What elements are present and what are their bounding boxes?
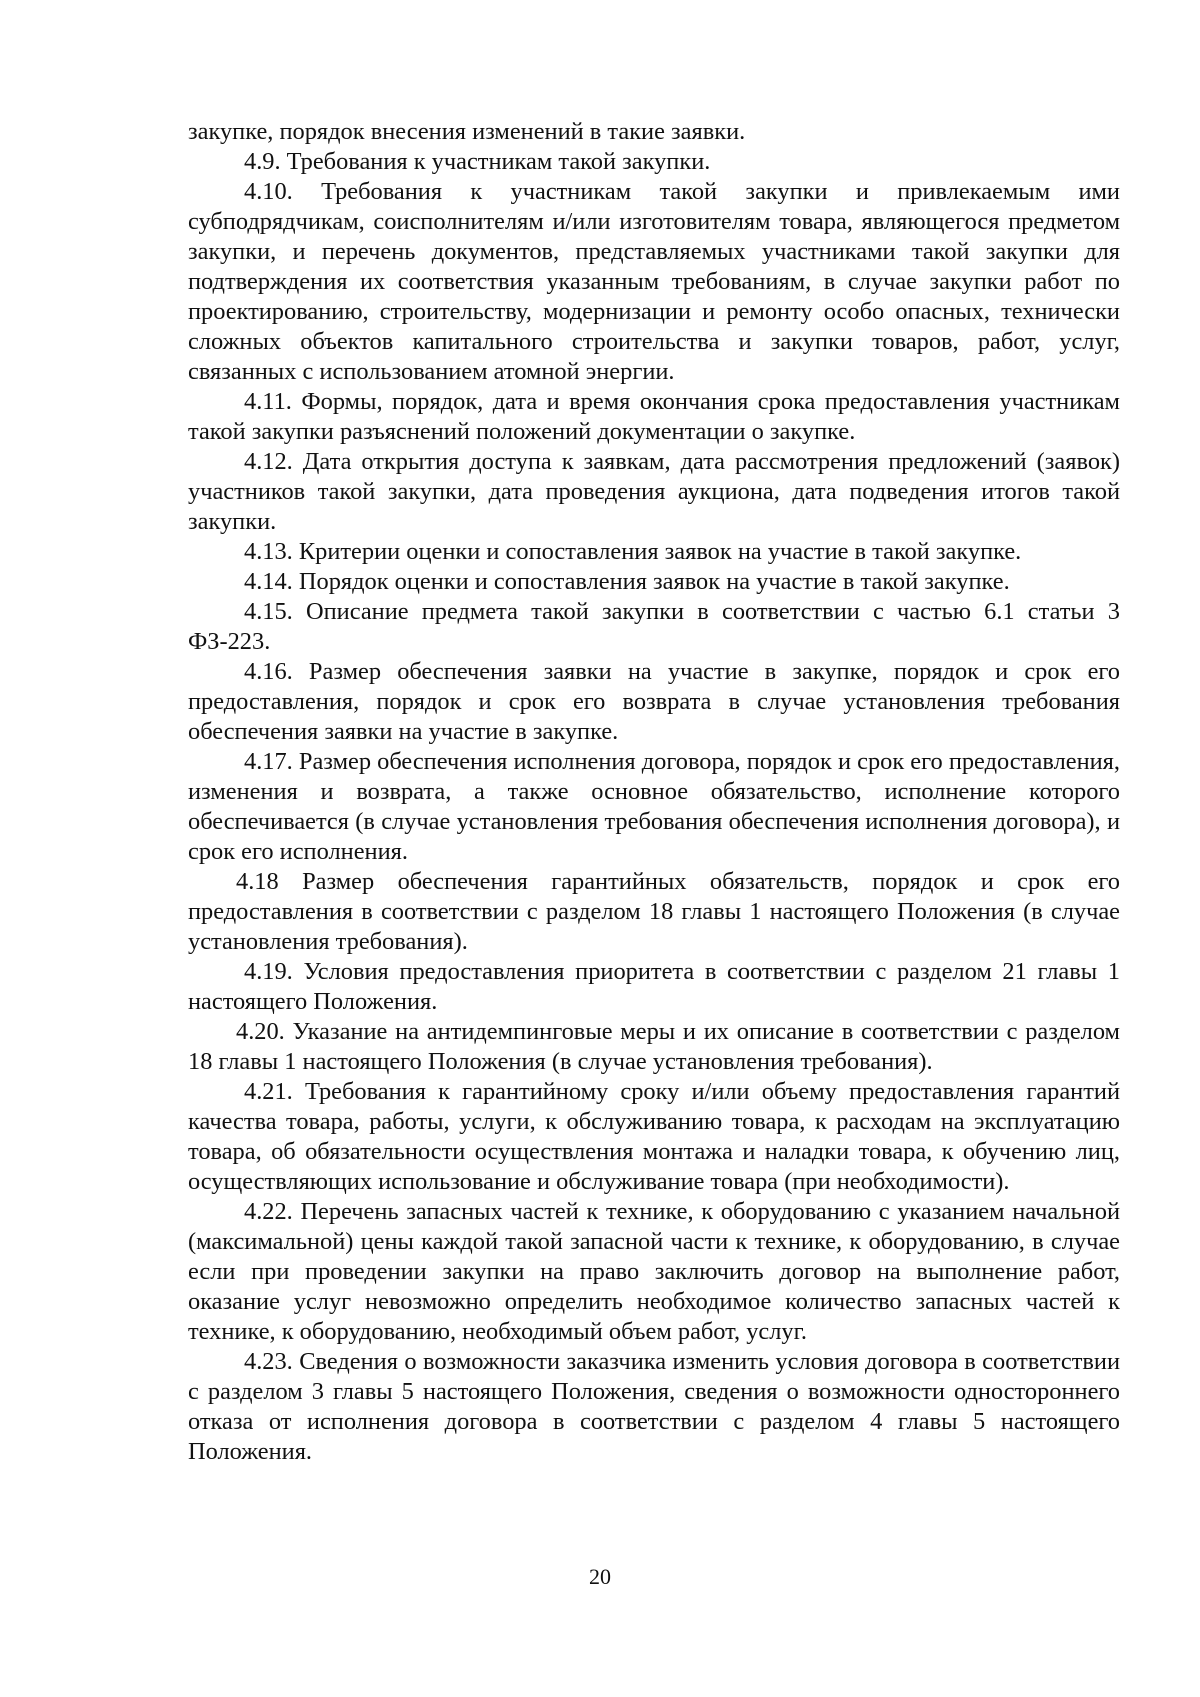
- paragraph-4-19: 4.19. Условия предоставления приоритета в соответствии с разделом 21 главы 1 настоящего Положения.: [188, 958, 1120, 1015]
- paragraph-4-18: 4.18 Размер обеспечения гарантийных обязательств, порядок и срок его предоставления в соответствии с разделом 18 главы 1 настоящего Положения (в случае установления требования).: [188, 868, 1120, 955]
- paragraph-4-10: 4.10. Требования к участникам такой закупки и привлекаемым ими субподрядчикам, соисполнителям и/или изготовителям товара, являющегося предметом закупки, и перечень документов, представляемых участниками такой закупки для подтверждения их соответствия указанным требованиям, в случае закупки работ по проектированию, строительству, модернизации и ремонту особо опасных, технически сложных объектов капитального строительства и закупки товаров, работ, услуг, связанных с использованием атомной энергии.: [188, 178, 1120, 385]
- document-body: [188, 117, 1120, 1467]
- paragraph-4-23: 4.23. Сведения о возможности заказчика изменить условия договора в соответствии с разделом 3 главы 5 настоящего Положения, сведения о возможности одностороннего отказа от исполнения договора в соответствии с разделом 4 главы 5 настоящего Положения.: [188, 1348, 1120, 1465]
- paragraph-4-9: 4.9. Требования к участникам такой закупки.: [244, 148, 711, 175]
- paragraph-4-15: 4.15. Описание предмета такой закупки в соответствии с частью 6.1 статьи 3 ФЗ-223.: [188, 598, 1120, 655]
- paragraph-4-12: 4.12. Дата открытия доступа к заявкам, дата рассмотрения предложений (заявок) участников такой закупки, дата проведения аукциона, дата подведения итогов такой закупки.: [188, 448, 1120, 535]
- paragraph-4-20: 4.20. Указание на антидемпинговые меры и их описание в соответствии с разделом 18 главы 1 настоящего Положения (в случае установления требования).: [188, 1018, 1120, 1075]
- paragraph-4-13: 4.13. Критерии оценки и сопоставления заявок на участие в такой закупке.: [244, 538, 1022, 565]
- paragraph-4-17: 4.17. Размер обеспечения исполнения договора, порядок и срок его предоставления, изменения и возврата, а также основное обязательство, исполнение которого обеспечивается (в случае установления требования обеспечения исполнения договора), и срок его исполнения.: [188, 748, 1120, 865]
- page-number: 20: [589, 1564, 611, 1589]
- paragraph-4-16: 4.16. Размер обеспечения заявки на участие в закупке, порядок и срок его предоставления, порядок и срок его возврата в случае установления требования обеспечения заявки на участие в закупке.: [188, 658, 1120, 745]
- paragraph-continuation: закупке, порядок внесения изменений в такие заявки.: [188, 118, 746, 145]
- paragraph-4-11: 4.11. Формы, порядок, дата и время окончания срока предоставления участникам такой закупки разъяснений положений документации о закупке.: [188, 388, 1120, 445]
- paragraph-4-21: 4.21. Требования к гарантийному сроку и/или объему предоставления гарантий качества товара, работы, услуги, к обслуживанию товара, к расходам на эксплуатацию товара, об обязательности осуществления монтажа и наладки товара, к обучению лиц, осуществляющих использование и обслуживание товара (при необходимости).: [188, 1078, 1120, 1195]
- paragraph-4-14: 4.14. Порядок оценки и сопоставления заявок на участие в такой закупке.: [244, 568, 1010, 595]
- paragraph-4-22: 4.22. Перечень запасных частей к технике, к оборудованию с указанием начальной (максимальной) цены каждой такой запасной части к технике, к оборудованию, в случае если при проведении закупки на право заключить договор на выполнение работ, оказание услуг невозможно определить необходимое количество запасных частей к технике, к оборудованию, необходимый объем работ, услуг.: [188, 1198, 1120, 1345]
